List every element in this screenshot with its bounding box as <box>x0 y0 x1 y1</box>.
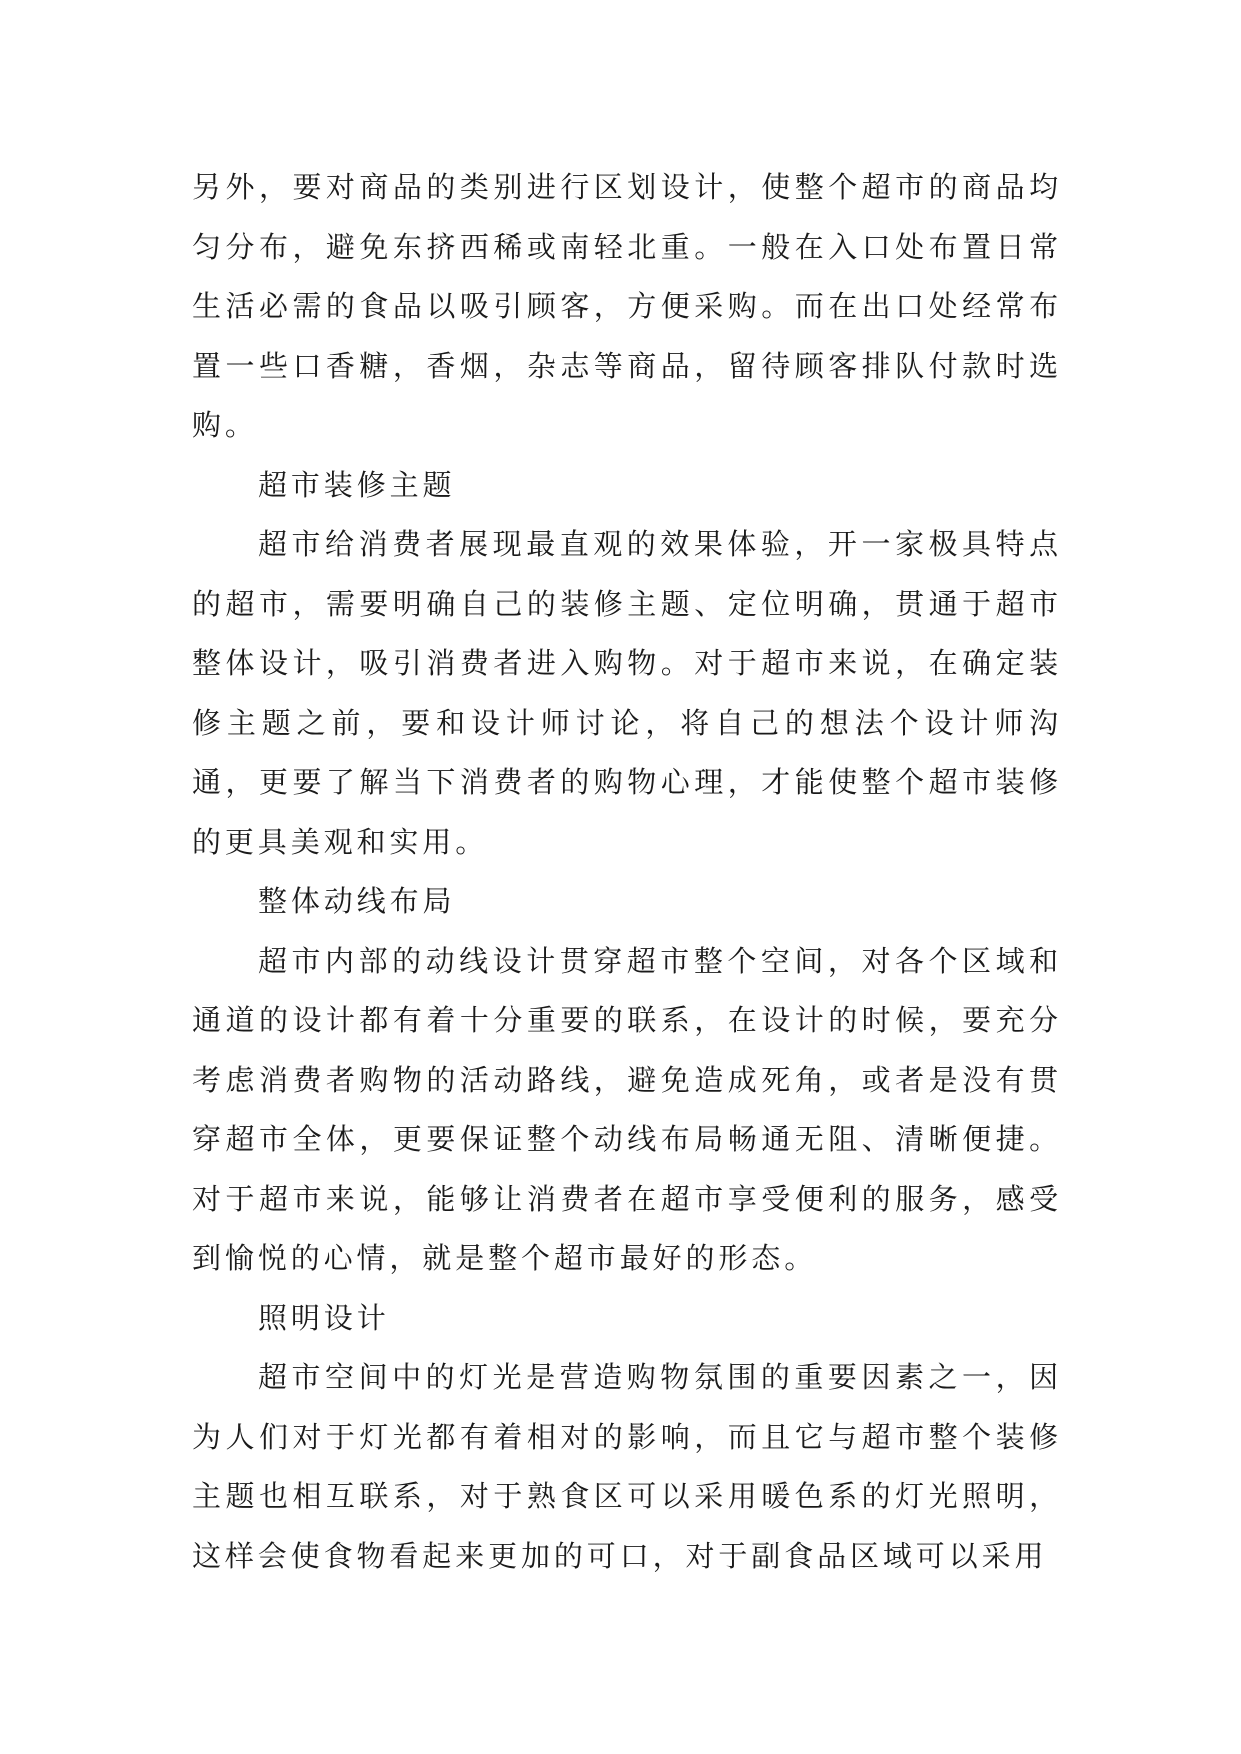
paragraph-layout-intro: 另外，要对商品的类别进行区划设计，使整个超市的商品均匀分布，避免东挤西稀或南轻北重。一般在入口处布置日常生活必需的食品以吸引顾客，方便采购。而在出口处经常布置一些口香糖，香烟，杂志等商品，留待顾客排队付款时选购。 <box>192 170 1062 442</box>
paragraph-lighting-design: 超市空间中的灯光是营造购物氛围的重要因素之一，因为人们对于灯光都有着相对的影响，而且它与超市整个装修主题也相互联系，对于熟食区可以采用暖色系的灯光照明，这样会使食物看起来更加的可口，对于副食品区域可以采用 <box>192 1360 1062 1573</box>
section-heading-circulation-layout: 整体动线布局 <box>258 884 456 918</box>
paragraph-decoration-theme: 超市给消费者展现最直观的效果体验，开一家极具特点的超市，需要明确自己的装修主题、定位明确，贯通于超市整体设计，吸引消费者进入购物。对于超市来说，在确定装修主题之前，要和设计师讨论，将自己的想法个设计师沟通，更要了解当下消费者的购物心理，才能使整个超市装修的更具美观和实用。 <box>192 527 1062 859</box>
section-heading-lighting-design: 照明设计 <box>258 1300 390 1335</box>
section-heading-decoration-theme: 超市装修主题 <box>258 467 456 502</box>
document-body <box>192 158 1062 1586</box>
paragraph-circulation-layout: 超市内部的动线设计贯穿超市整个空间，对各个区域和通道的设计都有着十分重要的联系，在设计的时候，要充分考虑消费者购物的活动路线，避免造成死角，或者是没有贯穿超市全体，更要保证整个动线布局畅通无阻、清晰便捷。对于超市来说，能够让消费者在超市享受便利的服务，感受到愉悦的心情，就是整个超市最好的形态。 <box>192 943 1062 1275</box>
